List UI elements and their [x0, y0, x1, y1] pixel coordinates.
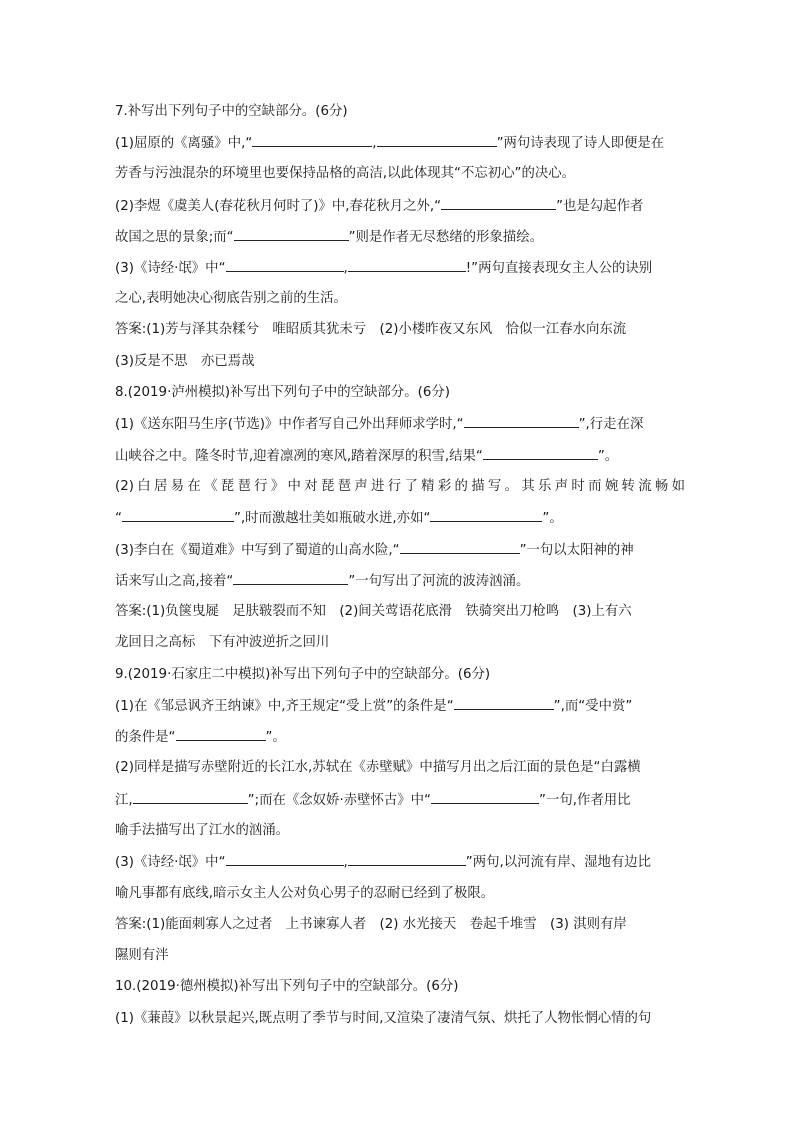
- answer-blank[interactable]: [252, 133, 372, 147]
- q9-item2-line3: 喻手法描写出了江水的汹涌。: [115, 823, 290, 838]
- q8-item2-line1: (2)白居易在《琵琶行》中对琵琶声进行了精彩的描写。其乐声时而婉转流畅如: [115, 479, 685, 494]
- q7-item1-line2: 芳香与污浊混杂的环境里也要保持品格的高洁,以此体现其“不忘初心”的决心。: [115, 166, 576, 181]
- answer-blank[interactable]: [226, 258, 344, 272]
- q8-answer-line2: 龙回日之高标 下有冲波逆折之回川: [115, 635, 330, 650]
- q9-heading: 9.(2019·石家庄二中模拟)补写出下列句子中的空缺部分。(6分): [115, 667, 491, 682]
- q7-item2-line2: 故国之思的景象;而“ ”则是作者无尽愁绪的形象描绘。: [115, 227, 685, 248]
- q9-item3-line2: 喻凡事都有底线,暗示女主人公对负心男子的忍耐已经到了极限。: [115, 886, 495, 901]
- answer-blank[interactable]: [431, 790, 539, 804]
- q7-item1-line1: (1)屈原的《离骚》中,“ , ”两句诗表现了诗人即便是在: [115, 133, 685, 154]
- answer-blank[interactable]: [234, 227, 349, 241]
- q8-item1-line2: 山峡谷之中。隆冬时节,迎着凛冽的寒风,踏着深厚的积雪,结果“ ”。: [115, 446, 685, 467]
- q9-item2-line2: 江, ”;而在《念奴娇·赤壁怀古》中“ ”一句,作者用比: [115, 790, 685, 811]
- q7-item3-line1: (3)《诗经·氓》中“ , !”两句直接表现女主人公的诀别: [115, 258, 685, 279]
- answer-blank[interactable]: [133, 790, 248, 804]
- answer-blank[interactable]: [348, 852, 466, 866]
- q8-item1-line1: (1)《送东阳马生序(节选)》中作者写自己外出拜师求学时,“ ”,行走在深: [115, 414, 685, 435]
- answer-blank[interactable]: [464, 414, 579, 428]
- q8-item2-line2: “ ”,时而激越壮美如瓶破水迸,亦如“ ”。: [115, 508, 685, 529]
- q8-item3-line2: 话来写山之高,接着“ ”一句写出了河流的波涛汹涌。: [115, 571, 685, 592]
- q9-answer-line1: 答案:(1)能面刺寡人之过者 上书谏寡人者 (2) 水光接天 卷起千堆雪 (3) 淇则有岸: [115, 917, 627, 932]
- q8-item3-line1: (3)李白在《蜀道难》中写到了蜀道的山高水险,“ ”一句以太阳神的神: [115, 540, 685, 561]
- q9-item1-line1: (1)在《邹忌讽齐王纳谏》中,齐王规定“受上赏”的条件是“ ”,而“受中赏”: [115, 696, 685, 717]
- q7-heading: 7.补写出下列句子中的空缺部分。(6分): [115, 104, 348, 119]
- q9-answer-line2: 隰则有泮: [115, 948, 169, 963]
- q9-item3-line1: (3)《诗经·氓》中“ , ”两句,以河流有岸、湿地有边比: [115, 852, 685, 873]
- q10-heading: 10.(2019·德州模拟)补写出下列句子中的空缺部分。(6分): [115, 979, 459, 994]
- answer-blank[interactable]: [454, 696, 554, 710]
- answer-blank[interactable]: [483, 446, 598, 460]
- answer-blank[interactable]: [348, 258, 466, 272]
- q9-item1-line2: 的条件是“ ”。: [115, 727, 685, 748]
- answer-blank[interactable]: [122, 508, 234, 522]
- q7-item3-line2: 之心,表明她决心彻底告别之前的生活。: [115, 291, 347, 306]
- answer-blank[interactable]: [226, 852, 344, 866]
- q7-answer-line2: (3)反是不思 亦已焉哉: [115, 354, 255, 369]
- answer-blank[interactable]: [233, 571, 348, 585]
- answer-blank[interactable]: [441, 196, 556, 210]
- q8-heading: 8.(2019·泸州模拟)补写出下列句子中的空缺部分。(6分): [115, 385, 450, 400]
- answer-blank[interactable]: [400, 540, 520, 554]
- q7-item2-line1: (2)李煜《虞美人(春花秋月何时了)》中,春花秋月之外,“ ”也是勾起作者: [115, 196, 685, 217]
- q9-item2-line1: (2)同样是描写赤壁附近的长江水,苏轼在《赤壁赋》中描写月出之后江面的景色是“白露横: [115, 760, 641, 775]
- q8-answer-line1: 答案:(1)负箧曳屣 足肤皲裂而不知 (2)间关莺语花底滑 铁骑突出刀枪鸣 (3)上有六: [115, 604, 632, 619]
- q10-item1-line1: (1)《蒹葭》以秋景起兴,既点明了季节与时间,又渲染了凄清气氛、烘托了人物怅惘心情的句: [115, 1011, 652, 1026]
- q7-answer-line1: 答案:(1)芳与泽其杂糅兮 唯昭质其犹未亏 (2)小楼昨夜又东风 恰似一江春水向东流: [115, 322, 627, 337]
- answer-blank[interactable]: [430, 508, 542, 522]
- answer-blank[interactable]: [377, 133, 497, 147]
- answer-blank[interactable]: [176, 727, 266, 741]
